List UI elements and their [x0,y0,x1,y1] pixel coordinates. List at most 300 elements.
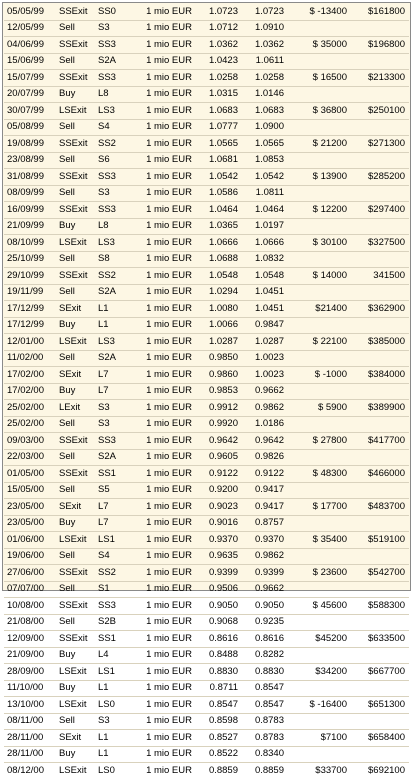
table-row [4,284,409,301]
trade-action-cell: SExit [58,730,94,747]
entry-price-cell: 0.9635 [198,548,240,565]
stop-price-cell: 1.0723 [240,4,286,20]
trade-size-cell: 1 mio EUR [138,466,198,483]
table-row [4,433,409,450]
entry-price-cell: 1.0362 [198,37,240,54]
stop-price-cell: 0.8340 [240,746,286,763]
trade-action-cell: Buy [58,383,94,400]
stop-price-cell: 1.0611 [240,53,286,70]
stop-price-cell: 1.0565 [240,136,286,153]
trade-action-cell: LSExit [58,334,94,351]
trade-system-cell: S3 [94,713,138,730]
trade-action-cell: Sell [58,152,94,169]
trade-system-cell: S3 [94,416,138,433]
stop-price-cell: 1.0362 [240,37,286,54]
trade-action-cell: Buy [58,317,94,334]
equity-cell: $385000 [352,334,409,351]
trade-size-cell: 1 mio EUR [138,482,198,499]
trade-date-cell: 25/10/99 [4,251,58,268]
entry-price-cell: 0.9050 [198,598,240,615]
trade-pnl-cell: $ 36800 [286,103,352,120]
trade-date-cell: 31/08/99 [4,169,58,186]
trade-size-cell: 1 mio EUR [138,4,198,20]
trade-date-cell: 22/03/00 [4,449,58,466]
table-row [4,763,409,779]
entry-price-cell: 1.0777 [198,119,240,136]
trade-system-cell: SS3 [94,433,138,450]
trade-pnl-cell: $ 13900 [286,169,352,186]
entry-price-cell: 1.0423 [198,53,240,70]
stop-price-cell: 0.8282 [240,647,286,664]
trade-date-cell: 10/08/00 [4,598,58,615]
trade-date-cell: 12/09/00 [4,631,58,648]
entry-price-cell: 1.0586 [198,185,240,202]
trade-pnl-cell: $ 14000 [286,268,352,285]
trade-date-cell: 28/09/00 [4,664,58,681]
trade-action-cell: LSExit [58,235,94,252]
entry-price-cell: 1.0258 [198,70,240,87]
trade-pnl-cell [286,581,352,598]
table-row [4,565,409,582]
trade-action-cell: Sell [58,350,94,367]
table-row [4,581,409,598]
trade-date-cell: 21/09/00 [4,647,58,664]
table-row [4,119,409,136]
trade-pnl-cell [286,284,352,301]
entry-price-cell: 1.0681 [198,152,240,169]
trade-date-cell: 25/02/00 [4,416,58,433]
trade-size-cell: 1 mio EUR [138,301,198,318]
trade-size-cell: 1 mio EUR [138,37,198,54]
trade-size-cell: 1 mio EUR [138,20,198,37]
equity-cell [352,647,409,664]
trade-size-cell: 1 mio EUR [138,416,198,433]
trade-action-cell: Sell [58,416,94,433]
trade-pnl-cell [286,251,352,268]
trade-system-cell: LS3 [94,103,138,120]
trade-system-cell: L7 [94,499,138,516]
trade-action-cell: SSExit [58,565,94,582]
stop-price-cell: 1.0542 [240,169,286,186]
entry-price-cell: 1.0287 [198,334,240,351]
trade-system-cell: S6 [94,152,138,169]
table-row [4,400,409,417]
trade-system-cell: S2B [94,614,138,631]
entry-price-cell: 0.8616 [198,631,240,648]
entry-price-cell: 0.8598 [198,713,240,730]
trade-pnl-cell: $ -13400 [286,4,352,20]
trade-action-cell: SExit [58,499,94,516]
table-row [4,20,409,37]
trade-size-cell: 1 mio EUR [146,764,192,776]
trade-size-cell: 1 mio EUR [138,103,198,120]
equity-cell: $196800 [352,37,409,54]
equity-cell: $213300 [352,70,409,87]
trade-action-cell: SSExit [58,4,94,20]
trade-size-cell: 1 mio EUR [138,136,198,153]
table-row [4,383,409,400]
trade-system-cell: S8 [94,251,138,268]
trade-system-cell: SS1 [94,466,138,483]
table-row [4,301,409,318]
trade-size-cell: 1 mio EUR [138,598,198,615]
equity-cell [352,383,409,400]
trade-date-cell: 15/06/99 [4,53,58,70]
entry-price-cell: 0.9506 [198,581,240,598]
equity-cell [352,581,409,598]
trade-action-cell: Sell [58,284,94,301]
trade-pnl-cell: $ -16400 [286,697,352,714]
table-row [4,548,409,565]
trade-date-cell: 15/05/00 [4,482,58,499]
trade-action-cell: SSExit [58,631,94,648]
equity-cell [352,680,409,697]
equity-cell: $285200 [352,169,409,186]
entry-price-cell: 0.8547 [198,697,240,714]
trade-size-cell: 1 mio EUR [138,614,198,631]
entry-price-cell: 0.9850 [198,350,240,367]
table-row [4,103,409,120]
trade-date-cell: 23/05/00 [4,499,58,516]
trade-size-cell: 1 mio EUR [138,515,198,532]
stop-price-cell: 1.0258 [240,70,286,87]
trade-system-cell: SS3 [94,169,138,186]
trade-system-cell: SS3 [94,70,138,87]
equity-cell: $658400 [352,730,409,747]
stop-price-cell: 1.0023 [240,367,286,384]
table-row [4,482,409,499]
equity-cell: $588300 [352,598,409,615]
trade-system-cell: S1 [94,581,138,598]
equity-cell: $271300 [352,136,409,153]
stop-price-cell: 1.0853 [240,152,286,169]
table-row [4,664,409,681]
entry-price-cell: 1.0315 [198,86,240,103]
equity-cell: $384000 [352,367,409,384]
stop-price-cell: 1.0548 [240,268,286,285]
trade-action-cell: Buy [58,86,94,103]
trade-date-cell: 19/08/99 [4,136,58,153]
trade-system-cell: SS3 [94,202,138,219]
trade-pnl-cell [286,416,352,433]
table-row [4,746,409,763]
trade-system-cell: S2A [94,449,138,466]
equity-cell [352,482,409,499]
entry-price-cell: 1.0666 [198,235,240,252]
equity-cell [352,119,409,136]
trade-date-cell: 27/06/00 [4,565,58,582]
stop-price-cell: 0.8616 [240,631,286,648]
trade-date-cell: 19/11/99 [4,284,58,301]
trade-date-cell: 21/09/99 [4,218,58,235]
entry-price-cell: 1.0548 [198,268,240,285]
entry-price-cell: 1.0464 [198,202,240,219]
table-row [4,218,409,235]
stop-price-cell: 0.8859 [254,764,284,776]
trade-action-cell: SSExit [58,136,94,153]
entry-price-cell: 1.0542 [198,169,240,186]
trade-size-cell: 1 mio EUR [138,433,198,450]
trade-pnl-cell: $7100 [286,730,352,747]
equity-cell: $692100 [368,764,405,776]
equity-cell [352,449,409,466]
equity-cell: $362900 [352,301,409,318]
trade-action-cell: Buy [58,515,94,532]
entry-price-cell: 0.9122 [198,466,240,483]
trade-action-cell: LSExit [58,697,94,714]
trade-date-cell: 23/05/00 [4,515,58,532]
entry-price-cell: 0.9920 [198,416,240,433]
trade-size-cell: 1 mio EUR [138,70,198,87]
table-row [4,416,409,433]
trade-pnl-cell: $ 21200 [286,136,352,153]
trade-date-cell: 17/02/00 [4,367,58,384]
stop-price-cell: 0.8547 [240,680,286,697]
trade-date-cell: 07/07/00 [4,581,58,598]
trade-action-cell: SExit [58,301,94,318]
trade-pnl-cell [286,86,352,103]
trade-date-cell: 13/10/00 [4,697,58,714]
trade-size-cell: 1 mio EUR [138,334,198,351]
equity-cell [352,548,409,565]
stop-price-cell: 0.9122 [240,466,286,483]
trade-action-cell: Sell [58,548,94,565]
trade-size-cell: 1 mio EUR [138,499,198,516]
trade-date-cell: 12/05/99 [4,20,58,37]
trade-pnl-cell [286,647,352,664]
trade-system-cell: L8 [94,86,138,103]
trade-pnl-cell: $45200 [286,631,352,648]
entry-price-cell: 1.0294 [198,284,240,301]
trade-action-cell: SSExit [58,466,94,483]
stop-price-cell: 0.9417 [240,482,286,499]
stop-price-cell: 1.0287 [240,334,286,351]
stop-price-cell: 1.0146 [240,86,286,103]
equity-cell [352,713,409,730]
trade-pnl-cell: $ 22100 [286,334,352,351]
trade-date-cell: 20/07/99 [4,86,58,103]
trade-action-cell: Buy [58,746,94,763]
trade-date-cell: 04/06/99 [4,37,58,54]
table-row [4,680,409,697]
trade-size-cell: 1 mio EUR [138,680,198,697]
stop-price-cell: 1.0186 [240,416,286,433]
table-row [4,631,409,648]
trade-action-cell: SSExit [58,70,94,87]
table-row [4,614,409,631]
trade-pnl-cell [286,515,352,532]
stop-price-cell: 0.9399 [240,565,286,582]
trade-system-cell: L1 [94,746,138,763]
entry-price-cell: 0.9068 [198,614,240,631]
entry-price-cell: 0.8830 [198,664,240,681]
trade-system-cell: LS3 [94,334,138,351]
stop-price-cell: 1.0683 [240,103,286,120]
stop-price-cell: 1.0451 [240,284,286,301]
trade-date-cell: 12/01/00 [4,334,58,351]
trade-action-cell: SSExit [58,433,94,450]
entry-price-cell: 0.9853 [198,383,240,400]
equity-cell [352,614,409,631]
trade-size-cell: 1 mio EUR [138,532,198,549]
trade-pnl-cell [286,482,352,499]
trade-action-cell: Sell [58,713,94,730]
trade-size-cell: 1 mio EUR [138,697,198,714]
trade-pnl-cell: $ 30100 [286,235,352,252]
table-row [4,598,409,615]
trade-system-cell: S2A [94,284,138,301]
table-row [4,466,409,483]
trade-action-cell: LExit [58,400,94,417]
trade-action-cell: Sell [58,614,94,631]
stop-price-cell: 0.9050 [240,598,286,615]
entry-price-cell: 0.9912 [198,400,240,417]
trade-action-cell: SSExit [58,598,94,615]
equity-cell [352,53,409,70]
trade-size-cell: 1 mio EUR [138,86,198,103]
trade-pnl-cell [286,53,352,70]
entry-price-cell: 0.9399 [198,565,240,582]
trade-pnl-cell [286,680,352,697]
stop-price-cell: 0.9370 [240,532,286,549]
trade-log-table [4,4,409,779]
stop-price-cell: 1.0464 [240,202,286,219]
trade-action-cell: Sell [58,482,94,499]
equity-cell: $667700 [352,664,409,681]
trade-log-body [4,4,409,779]
trade-size-cell: 1 mio EUR [138,664,198,681]
stop-price-cell: 1.0900 [240,119,286,136]
table-row [4,152,409,169]
trade-date-cell: 28/11/00 [4,730,58,747]
equity-cell [352,218,409,235]
trade-size-cell: 1 mio EUR [138,449,198,466]
trade-date-cell: 05/05/99 [4,4,58,20]
entry-price-cell: 0.9605 [198,449,240,466]
trade-date-cell: 23/08/99 [4,152,58,169]
trade-system-cell: LS0 [94,697,138,714]
equity-cell: $542700 [352,565,409,582]
trade-date-cell: 01/05/00 [4,466,58,483]
equity-cell [352,416,409,433]
trade-pnl-cell [286,449,352,466]
trade-action-cell: SSExit [58,169,94,186]
equity-cell [352,185,409,202]
trade-action-cell: Buy [58,647,94,664]
table-row [4,185,409,202]
trade-pnl-cell [286,713,352,730]
entry-price-cell: 1.0080 [198,301,240,318]
trade-system-cell: L1 [94,680,138,697]
trade-size-cell: 1 mio EUR [138,53,198,70]
trade-action-cell: LSExit [58,664,94,681]
table-row [4,449,409,466]
trade-date-cell: 17/12/99 [4,317,58,334]
trade-size-cell: 1 mio EUR [138,631,198,648]
entry-price-cell: 0.9016 [198,515,240,532]
entry-price-cell: 0.9860 [198,367,240,384]
equity-cell: $250100 [352,103,409,120]
equity-cell: $297400 [352,202,409,219]
trade-size-cell: 1 mio EUR [138,235,198,252]
equity-cell [352,746,409,763]
equity-cell [352,86,409,103]
trade-system-cell: S2A [94,53,138,70]
stop-price-cell: 0.9417 [240,499,286,516]
trade-size-cell: 1 mio EUR [138,202,198,219]
stop-price-cell: 0.8547 [240,697,286,714]
trade-system-cell: S2A [94,350,138,367]
trade-system-cell: SS3 [94,37,138,54]
equity-cell: $161800 [352,4,409,20]
trade-date-cell: 19/06/00 [4,548,58,565]
trade-date-cell: 16/09/99 [4,202,58,219]
table-row [4,169,409,186]
trade-system-cell: LS3 [94,235,138,252]
entry-price-cell: 1.0723 [198,4,240,20]
trade-action-cell: LSExit [58,532,94,549]
trade-pnl-cell [286,119,352,136]
trade-date-cell: 08/11/00 [4,713,58,730]
trade-pnl-cell: $ 5900 [286,400,352,417]
trade-system-cell: L8 [94,218,138,235]
equity-cell [352,152,409,169]
trade-system-cell: L7 [94,367,138,384]
table-row [4,251,409,268]
entry-price-cell: 1.0712 [198,20,240,37]
equity-cell [352,251,409,268]
trade-system-cell: SS3 [94,598,138,615]
trade-pnl-cell: $ 35000 [286,37,352,54]
trade-pnl-cell: $ 35400 [286,532,352,549]
trade-date-cell: 08/12/00 [7,764,44,776]
trade-pnl-cell [286,383,352,400]
trade-log-panel [2,2,411,776]
entry-price-cell: 1.0683 [198,103,240,120]
trade-pnl-cell [286,317,352,334]
trade-date-cell: 08/10/99 [4,235,58,252]
stop-price-cell: 1.0023 [240,350,286,367]
stop-price-cell: 1.0451 [240,301,286,318]
table-row [4,730,409,747]
stop-price-cell: 1.0197 [240,218,286,235]
entry-price-cell: 1.0565 [198,136,240,153]
stop-price-cell: 1.0811 [240,185,286,202]
entry-price-cell: 0.9023 [198,499,240,516]
trade-pnl-cell: $ -1000 [286,367,352,384]
trade-size-cell: 1 mio EUR [138,152,198,169]
trade-pnl-cell: $ 17700 [286,499,352,516]
stop-price-cell: 0.8783 [240,730,286,747]
trade-size-cell: 1 mio EUR [138,647,198,664]
trade-pnl-cell: $33700 [315,764,347,776]
trade-system-cell: SS2 [94,136,138,153]
table-row [4,515,409,532]
trade-size-cell: 1 mio EUR [138,268,198,285]
entry-price-cell: 1.0066 [198,317,240,334]
trade-action-cell: Sell [58,20,94,37]
trade-size-cell: 1 mio EUR [138,581,198,598]
table-row [4,697,409,714]
trade-action-cell: LSExit [59,764,87,776]
trade-size-cell: 1 mio EUR [138,169,198,186]
table-row [4,350,409,367]
trade-pnl-cell [286,548,352,565]
trade-pnl-cell [286,218,352,235]
trade-action-cell: Sell [58,449,94,466]
table-row [4,317,409,334]
trade-system-cell: L1 [94,317,138,334]
